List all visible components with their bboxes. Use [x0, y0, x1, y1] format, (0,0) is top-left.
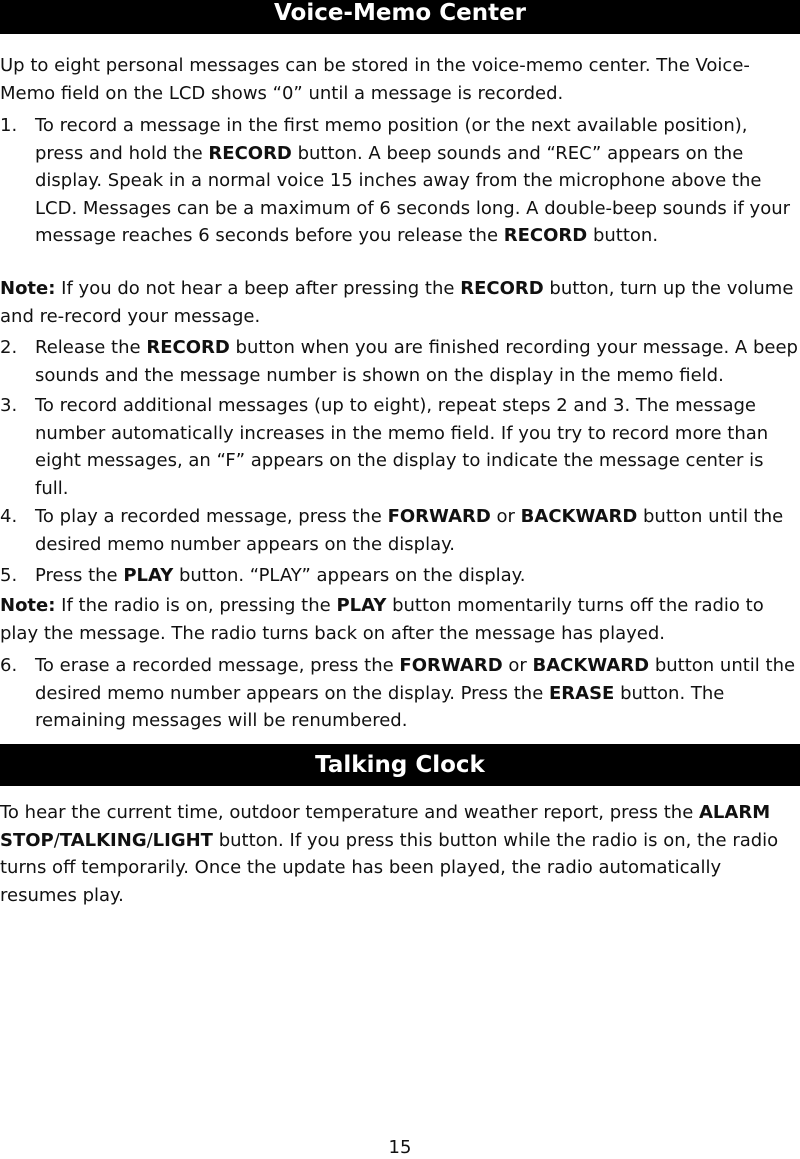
step-text: To erase a recorded message, press the FORWARD or BACKWARD button until the desired memo number appears on the display. Press the ERASE button. The remaining messages will be renumbered. — [35, 655, 796, 731]
step-number: 6. — [0, 655, 18, 676]
step-6 — [0, 652, 800, 735]
step-1 — [0, 112, 800, 250]
note-play: Note: If the radio is on, pressing the PLAY button momentarily turns off the radio to play the message. The radio turns back on after the message has played. — [0, 595, 764, 644]
step-text: Press the PLAY button. “PLAY” appears on the display. — [35, 565, 526, 586]
step-text: To play a recorded message, press the FORWARD or BACKWARD button until the desired memo number appears on the display. — [35, 506, 784, 555]
step-text: To record a message in the first memo position (or the next available position), press and hold the RECORD button. A beep sounds and “REC” appears on the display. Speak in a normal voice 15 inches away from the microphone above the LCD. Messages can be a maximum of 6 seconds long. A double-beep sounds if your message reaches 6 seconds before you release the RECORD button. — [35, 115, 791, 246]
section-header-voice-memo: Voice-Memo Center — [0, 0, 800, 34]
step-4 — [0, 503, 800, 558]
step-number: 2. — [0, 337, 18, 358]
step-text: To record additional messages (up to eight), repeat steps 2 and 3. The message number automatically increases in the memo field. If you try to record more than eight messages, an “F” appears on the display to indicate the message center is full. — [35, 395, 769, 499]
intro-paragraph: Up to eight personal messages can be stored in the voice-memo center. The Voice-Memo field on the LCD shows “0” until a message is recorded. — [0, 55, 750, 104]
page-number: 15 — [388, 1137, 412, 1158]
talking-clock-paragraph: To hear the current time, outdoor temperature and weather report, press the ALARM STOP/TALKING/LIGHT button. If you press this button while the radio is on, the radio turns off temporarily. Once the update has been played, the radio automatically resumes play. — [0, 802, 779, 906]
step-number: 4. — [0, 506, 18, 527]
note-record: Note: If you do not hear a beep after pressing the RECORD button, turn up the volume and re-record your message. — [0, 278, 794, 327]
step-number: 5. — [0, 565, 18, 586]
step-3 — [0, 392, 800, 502]
step-5 — [0, 562, 800, 590]
step-2 — [0, 334, 800, 389]
section-header-talking-clock: Talking Clock — [0, 744, 800, 786]
step-number: 3. — [0, 395, 18, 416]
step-number: 1. — [0, 115, 18, 136]
step-text: Release the RECORD button when you are finished recording your message. A beep sounds and the message number is shown on the display in the memo field. — [35, 337, 798, 386]
